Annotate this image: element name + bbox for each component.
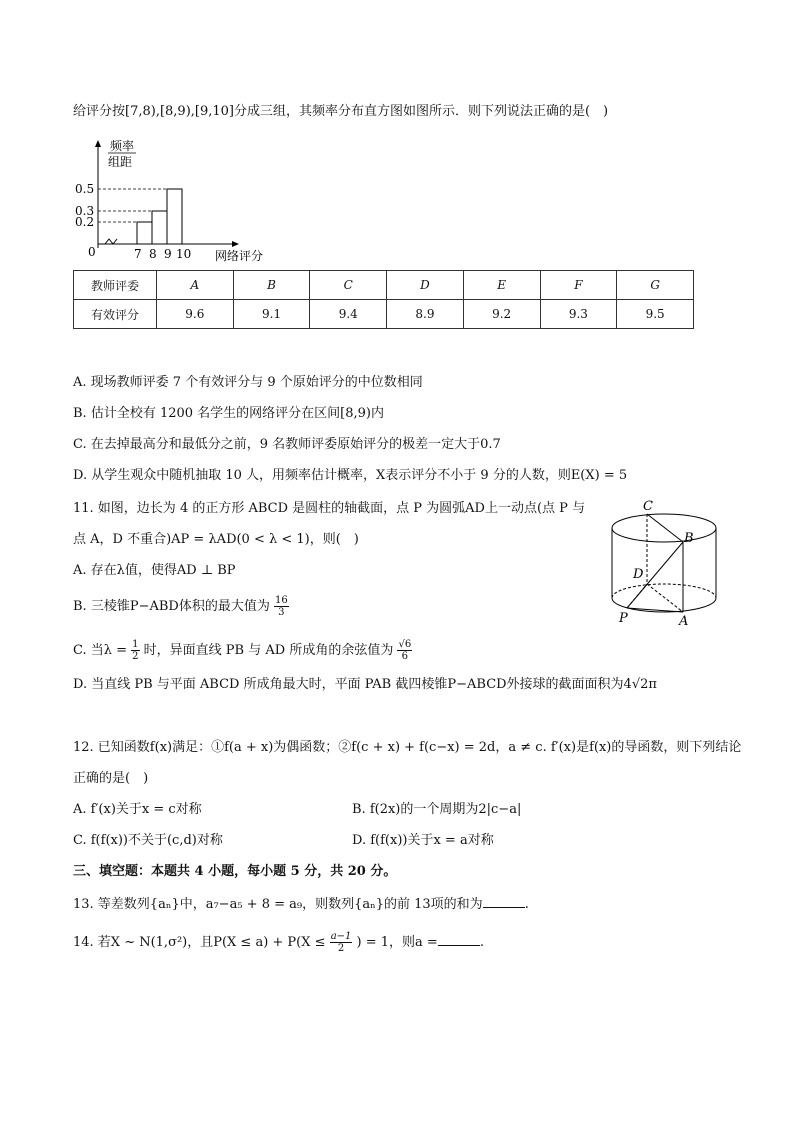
table-row [74,271,694,300]
cylinder-figure [605,498,725,628]
q10-option-b: B. 估计全校有 1200 名学生的网络评分在区间[8,9)内 [73,406,384,421]
q12-option-b: B. f(2x)的一个周期为2|c−a| [352,802,522,817]
table-cell: B [233,271,310,300]
table-cell: 9.6 [157,300,234,329]
q11-option-b-text: B. 三棱锥P−ABD体积的最大值为 [73,599,270,614]
frac-den: 2 [337,943,345,954]
y-tick-label: 0.5 [75,182,95,196]
q11-line2: 点 A，D 不重合)AP = λAD(0 < λ < 1)，则( ) [73,532,359,547]
table-row [74,300,694,329]
frac-num: 16 [274,595,288,606]
q11-option-b-fraction [274,595,289,618]
q13-end: . [524,897,529,912]
judge-score-table [73,270,694,329]
q11-option-c-answer [397,639,412,662]
q12-option-d: D. f(f(x))关于x = a对称 [352,833,494,848]
q14-fraction [330,931,353,954]
frac-den: 6 [401,651,409,662]
y-axis-arrow-icon [95,140,101,147]
y-label-bottom: 组距 [108,155,133,169]
x-tick-label: 8 [149,247,157,261]
table-cell: D [387,271,464,300]
q14-text: 14. 若X ~ N(1,σ²)，且P(X ≤ a) + P(X ≤ [73,935,326,950]
histogram-chart [70,138,280,268]
table-cell: A [157,271,234,300]
label-a: A [679,614,689,628]
q11-option-a: A. 存在λ值，使得AD ⊥ BP [73,563,236,578]
label-c: C [643,499,653,514]
table-cell: 8.9 [387,300,464,329]
y-label-top: 频率 [110,139,135,153]
axis-break-mark [105,239,117,244]
q11-option-c-text: C. 当λ = [73,643,128,658]
q11-option-b [73,595,289,618]
label-b: B [684,531,694,546]
origin-label: 0 [88,245,96,259]
y-tick-label: 0.2 [75,215,95,229]
table-header-judges: 教师评委 [74,271,157,300]
histogram-bar [167,189,182,244]
q12-option-c: C. f(f(x))不关于(c,d)对称 [73,833,223,848]
frac-num: √6 [398,639,412,650]
frac-den: 2 [132,651,139,662]
histogram-bar [137,222,152,244]
histogram-bar [152,211,167,244]
table-cell: 9.2 [463,300,540,329]
section-3-title: 三、填空题：本题共 4 小题，每小题 5 分，共 20 分。 [73,864,397,879]
table-cell: 9.5 [617,300,694,329]
edge-da [647,584,683,612]
q14-line [73,931,484,954]
table-cell: C [310,271,387,300]
label-d: D [633,567,644,582]
q11-option-c [73,639,412,662]
q11-option-d: D. 当直线 PB 与平面 ABCD 所成角最大时，平面 PAB 截四棱锥P−ABCD外接球的截面面积为4√2π [73,677,657,692]
q11-line1: 11. 如图，边长为 4 的正方形 ABCD 是圆柱的轴截面，点 P 为圆弧AD上一动点(点 P 与 [73,501,586,516]
q11-option-c-fraction [131,639,139,662]
q10-intro: 给评分按[7,8),[8,9),[9,10]分成三组，其频率分布直方图如图所示．则下列说法正确的是( ) [73,104,609,119]
table-cell: E [463,271,540,300]
table-header-scores: 有效评分 [74,300,157,329]
frac-den: 3 [278,607,285,618]
cylinder-diagram [605,498,725,628]
frac-num: a−1 [330,931,352,942]
q11-option-c-text2: 时，异面直线 PB 与 AD 所成角的余弦值为 [143,643,394,658]
q14-text2: ) = 1，则a = [356,935,438,950]
table-cell: G [617,271,694,300]
x-axis-arrow-icon [232,241,239,247]
table-cell: F [540,271,617,300]
edge-cb [647,514,683,542]
x-tick-label: 7 [134,247,142,261]
frac-num: 1 [132,639,139,650]
table-cell: 9.4 [310,300,387,329]
q10-option-a: A. 现场教师评委 7 个有效评分与 9 个原始评分的中位数相同 [73,375,423,390]
q13-line [73,895,529,914]
x-axis-label: 网络评分 [215,249,264,263]
answer-blank[interactable] [483,895,525,908]
q14-end: . [479,935,484,950]
x-tick-label: 10 [176,247,192,261]
q12-line1: 12. 已知函数f(x)满足：①f(a + x)为偶函数；②f(c + x) + f(c−x) = 2d，a ≠ c. f′(x)是f(x)的导函数，则下列结论 [73,740,742,755]
q10-option-d: D. 从学生观众中随机抽取 10 人，用频率估计概率，X表示评分不小于 9 分的人数，则E(X) = 5 [73,468,628,483]
cylinder-bottom-back [612,584,716,598]
x-tick-label: 9 [164,247,172,261]
q12-line2: 正确的是( ) [73,771,149,786]
cylinder-bottom-front [612,598,716,612]
q13-text: 13. 等差数列{aₙ}中，a₇−a₅ + 8 = a₉，则数列{aₙ}的前 13项的和为 [73,897,483,912]
table-cell: 9.1 [233,300,310,329]
q10-option-c: C. 在去掉最高分和最低分之前，9 名教师评委原始评分的极差一定大于0.7 [73,437,501,452]
table-cell: 9.3 [540,300,617,329]
histogram-figure [70,138,280,268]
q12-option-a: A. f′(x)关于x = c对称 [73,802,202,817]
answer-blank[interactable] [438,933,480,946]
y-tick-label: 0.3 [75,204,95,218]
label-p: P [619,611,628,626]
cylinder-top [612,514,716,542]
